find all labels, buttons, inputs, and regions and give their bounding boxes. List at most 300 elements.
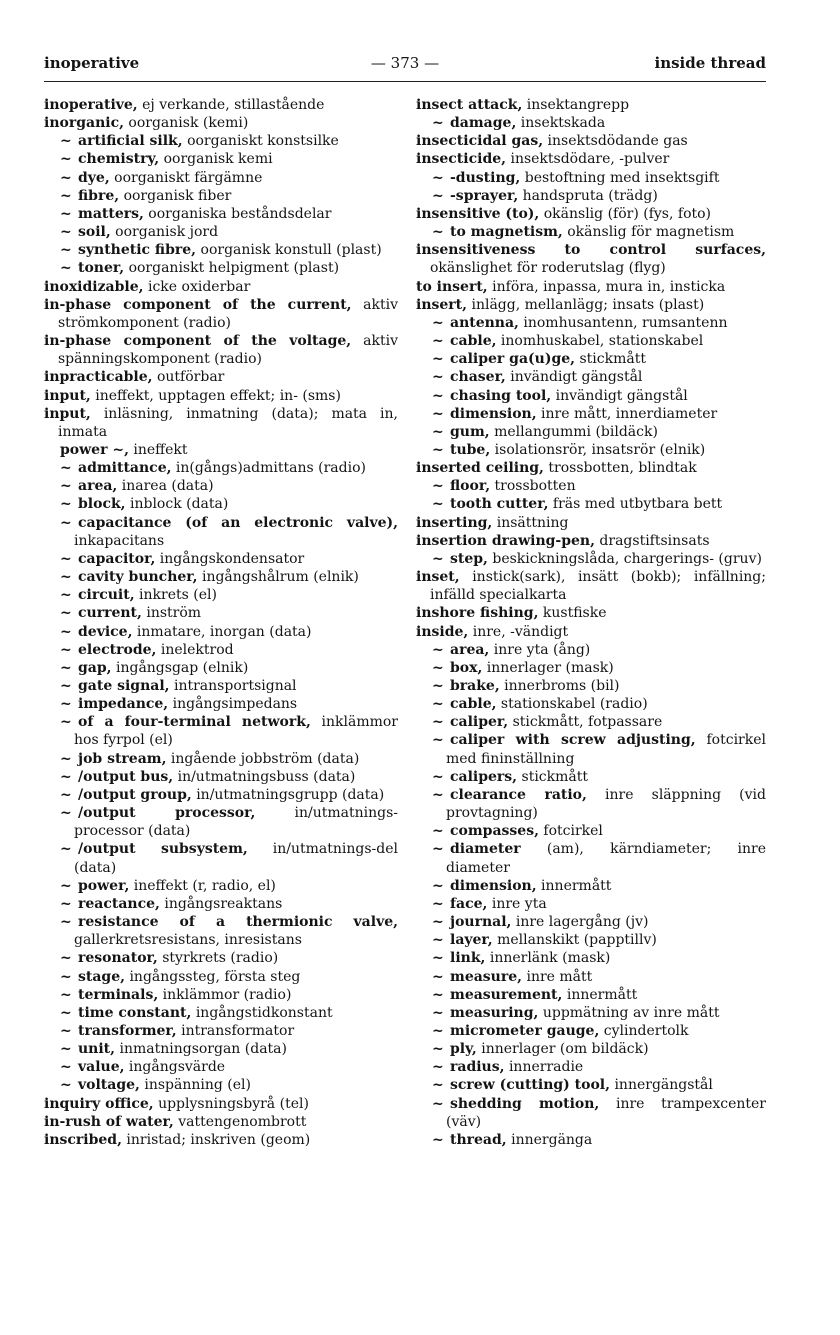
sub-entry bbox=[60, 495, 398, 513]
sub-entry bbox=[432, 1040, 766, 1058]
dictionary-entry bbox=[44, 278, 398, 296]
entry-term: block, bbox=[78, 496, 126, 513]
entry-term: insensitiveness to control surfaces, bbox=[416, 242, 766, 259]
entry-definition: insektsdödare, -pulver bbox=[506, 151, 670, 168]
entry-definition: fotcirkel bbox=[538, 823, 603, 840]
entry-term: caliper with screw adjusting, bbox=[450, 732, 696, 749]
entry-definition: oorganiskt konstsilke bbox=[182, 133, 339, 150]
sub-entry bbox=[432, 641, 766, 659]
sub-entry bbox=[60, 913, 398, 949]
tilde-repeat-mark: ~ bbox=[432, 914, 444, 931]
tilde-repeat-mark: ~ bbox=[60, 550, 72, 567]
dictionary-entry bbox=[60, 441, 398, 459]
entry-term: stage, bbox=[78, 968, 125, 985]
tilde-repeat-mark: ~ bbox=[432, 714, 444, 731]
entry-term: chemistry, bbox=[78, 151, 160, 168]
entry-term: measurement, bbox=[450, 986, 563, 1003]
tilde-repeat-mark: ~ bbox=[432, 1041, 444, 1058]
tilde-repeat-mark: ~ bbox=[60, 714, 72, 731]
tilde-repeat-mark: ~ bbox=[432, 895, 444, 912]
entry-term: inoperative, bbox=[44, 97, 138, 113]
sub-entry bbox=[432, 423, 766, 441]
dictionary-entry bbox=[44, 96, 398, 114]
sub-entry bbox=[432, 895, 766, 913]
entry-term: caliper ga(u)ge, bbox=[450, 351, 576, 368]
sub-entry bbox=[60, 659, 398, 677]
tilde-repeat-mark: ~ bbox=[432, 550, 444, 567]
entry-term: chaser, bbox=[450, 369, 506, 386]
entry-definition: bestoftning med insektsgift bbox=[520, 169, 720, 186]
sub-entry bbox=[60, 1076, 398, 1094]
tilde-repeat-mark: ~ bbox=[432, 768, 444, 785]
entry-definition: ingångshålrum (elnik) bbox=[197, 569, 359, 586]
sub-entry bbox=[60, 132, 398, 150]
sub-entry bbox=[432, 877, 766, 895]
dictionary-entry bbox=[44, 114, 398, 132]
entry-term: area, bbox=[450, 641, 490, 658]
entry-term: gap, bbox=[78, 659, 112, 676]
tilde-repeat-mark: ~ bbox=[432, 169, 444, 186]
tilde-repeat-mark: ~ bbox=[432, 224, 444, 241]
tilde-repeat-mark: ~ bbox=[432, 187, 444, 204]
entry-term: inserting, bbox=[416, 514, 493, 531]
entry-definition: ineffekt (r, radio, el) bbox=[129, 877, 276, 894]
sub-entry bbox=[60, 568, 398, 586]
dictionary-entry bbox=[44, 387, 398, 405]
entry-definition: oorganisk fiber bbox=[119, 187, 232, 204]
entry-term: area, bbox=[78, 478, 118, 495]
tilde-repeat-mark: ~ bbox=[432, 968, 444, 985]
entry-definition: inkrets (el) bbox=[134, 587, 217, 604]
tilde-repeat-mark: ~ bbox=[60, 968, 72, 985]
dictionary-entry bbox=[416, 132, 766, 150]
entry-definition: ineffekt, upptagen effekt; in- (sms) bbox=[90, 387, 341, 404]
entry-definition: upplysningsbyrå (tel) bbox=[153, 1095, 309, 1112]
entry-term: cavity buncher, bbox=[78, 569, 198, 586]
sub-entry bbox=[60, 1004, 398, 1022]
tilde-repeat-mark: ~ bbox=[60, 133, 72, 150]
entry-definition: insektskada bbox=[516, 115, 606, 132]
entry-term: inoxidizable, bbox=[44, 278, 144, 295]
entry-definition: trossbotten bbox=[490, 478, 576, 495]
entry-term: electrode, bbox=[78, 641, 157, 658]
entry-term: soil, bbox=[78, 224, 111, 241]
sub-entry bbox=[432, 713, 766, 731]
sub-entry bbox=[60, 550, 398, 568]
entry-definition: innerlager (om bildäck) bbox=[476, 1041, 649, 1058]
entry-definition: innermått bbox=[536, 877, 612, 894]
sub-entry bbox=[60, 895, 398, 913]
entry-term: fibre, bbox=[78, 187, 120, 204]
dictionary-entry bbox=[416, 278, 766, 296]
dictionary-entry bbox=[416, 241, 766, 277]
sub-entry bbox=[60, 223, 398, 241]
sub-entry bbox=[432, 768, 766, 786]
tilde-repeat-mark: ~ bbox=[432, 678, 444, 694]
entry-term: face, bbox=[450, 895, 488, 912]
entry-definition: insektsdödande gas bbox=[543, 133, 688, 150]
dictionary-entry bbox=[416, 604, 766, 622]
tilde-repeat-mark: ~ bbox=[432, 369, 444, 386]
entry-definition: okänslig för magnetism bbox=[562, 224, 735, 241]
sub-entry bbox=[60, 1040, 398, 1058]
sub-entry bbox=[432, 477, 766, 495]
sub-entry bbox=[60, 150, 398, 168]
sub-entry bbox=[432, 495, 766, 513]
tilde-repeat-mark: ~ bbox=[432, 823, 444, 840]
entry-term: /output bus, bbox=[78, 768, 174, 785]
entry-definition: in/utmatningsgrupp (data) bbox=[191, 786, 385, 803]
entry-definition: ej verkande, stillastående bbox=[137, 97, 325, 113]
entry-term: measure, bbox=[450, 968, 523, 985]
entry-definition: aktiv strömkomponent (radio) bbox=[58, 296, 399, 331]
tilde-repeat-mark: ~ bbox=[432, 659, 444, 676]
tilde-repeat-mark: ~ bbox=[432, 387, 444, 404]
entry-definition: inmatningsorgan (data) bbox=[115, 1041, 287, 1058]
tilde-repeat-mark: ~ bbox=[60, 895, 72, 912]
sub-entry bbox=[60, 786, 398, 804]
entry-definition: inomhuskabel, stationskabel bbox=[496, 333, 704, 350]
tilde-repeat-mark: ~ bbox=[432, 841, 444, 858]
entry-term: inpracticable, bbox=[44, 369, 153, 386]
entry-definition: intransformator bbox=[176, 1022, 295, 1039]
entry-definition: (am), kärndiameter; inre diameter bbox=[446, 841, 766, 876]
sub-entry bbox=[432, 1058, 766, 1076]
entry-term: cable, bbox=[450, 696, 497, 713]
tilde-repeat-mark: ~ bbox=[432, 441, 444, 458]
sub-entry bbox=[60, 677, 398, 695]
entry-term: power ~, bbox=[60, 441, 129, 458]
dictionary-entry bbox=[416, 96, 766, 114]
entry-term: cable, bbox=[450, 333, 497, 350]
entry-definition: ingångssteg, första steg bbox=[125, 968, 301, 985]
tilde-repeat-mark: ~ bbox=[60, 641, 72, 658]
entry-definition: stationskabel (radio) bbox=[496, 696, 648, 713]
entry-definition: insättning bbox=[492, 514, 569, 531]
sub-entry bbox=[60, 877, 398, 895]
entry-term: gate signal, bbox=[78, 678, 170, 694]
entry-term: micrometer gauge, bbox=[450, 1022, 600, 1039]
entry-term: job stream, bbox=[78, 750, 167, 767]
sub-entry bbox=[60, 768, 398, 786]
sub-entry bbox=[432, 931, 766, 949]
sub-entry bbox=[60, 949, 398, 967]
entry-definition: invändigt gängstål bbox=[505, 369, 643, 386]
entry-term: journal, bbox=[450, 914, 512, 931]
tilde-repeat-mark: ~ bbox=[60, 514, 72, 531]
entry-term: dimension, bbox=[450, 405, 537, 422]
entry-definition: vattengenombrott bbox=[173, 1113, 307, 1130]
entry-definition: inmatare, inorgan (data) bbox=[132, 623, 312, 640]
tilde-repeat-mark: ~ bbox=[60, 696, 72, 713]
dictionary-entry bbox=[44, 1131, 398, 1149]
sub-entry bbox=[432, 822, 766, 840]
sub-entry bbox=[432, 968, 766, 986]
sub-entry bbox=[432, 949, 766, 967]
tilde-repeat-mark: ~ bbox=[60, 768, 72, 785]
dictionary-entry bbox=[416, 296, 766, 314]
entry-term: capacitor, bbox=[78, 550, 156, 567]
entry-definition: fotcirkel med fininställning bbox=[446, 732, 766, 767]
entry-definition: gallerkretsresistans, inresistans bbox=[74, 932, 302, 949]
entry-term: terminals, bbox=[78, 986, 159, 1003]
tilde-repeat-mark: ~ bbox=[60, 750, 72, 767]
dictionary-entry bbox=[416, 150, 766, 168]
sub-entry bbox=[432, 405, 766, 423]
tilde-repeat-mark: ~ bbox=[60, 151, 72, 168]
tilde-repeat-mark: ~ bbox=[60, 242, 72, 259]
dictionary-entry bbox=[44, 332, 398, 368]
entry-definition: ingångstidkonstant bbox=[191, 1004, 333, 1021]
entry-term: of a four-terminal network, bbox=[78, 714, 311, 731]
sub-entry bbox=[432, 187, 766, 205]
entry-term: in-phase component of the voltage, bbox=[44, 333, 352, 350]
entry-term: -dusting, bbox=[450, 169, 521, 186]
sub-entry bbox=[432, 332, 766, 350]
sub-entry bbox=[432, 1095, 766, 1131]
entry-definition: oorganiska beståndsdelar bbox=[143, 205, 332, 222]
entry-definition: inre mått, innerdiameter bbox=[536, 405, 718, 422]
sub-entry bbox=[60, 750, 398, 768]
sub-entry bbox=[60, 586, 398, 604]
entry-term: in-phase component of the current, bbox=[44, 296, 352, 313]
header-first-word: inoperative bbox=[44, 54, 140, 72]
entry-definition: oorganiskt färgämne bbox=[109, 169, 263, 186]
entry-term: dimension, bbox=[450, 877, 537, 894]
entry-definition: dragstiftsinsats bbox=[594, 532, 710, 549]
entry-definition: ingångsreaktans bbox=[159, 895, 283, 912]
entry-definition: inre yta bbox=[487, 895, 547, 912]
entry-term: inset, bbox=[416, 569, 460, 586]
entry-term: power, bbox=[78, 877, 130, 894]
entry-definition: ingående jobbström (data) bbox=[166, 750, 360, 767]
sub-entry bbox=[60, 641, 398, 659]
entry-term: dye, bbox=[78, 169, 110, 186]
entry-term: inside, bbox=[416, 623, 469, 640]
entry-definition: inklämmor hos fyrpol (el) bbox=[74, 714, 398, 749]
tilde-repeat-mark: ~ bbox=[60, 877, 72, 894]
entry-definition: innerradie bbox=[504, 1059, 584, 1076]
sub-entry bbox=[432, 169, 766, 187]
entry-definition: inomhusantenn, rumsantenn bbox=[518, 314, 728, 331]
entry-definition: inström bbox=[141, 605, 202, 622]
entry-term: shedding motion, bbox=[450, 1095, 600, 1112]
entry-definition: innergängstål bbox=[610, 1077, 713, 1094]
tilde-repeat-mark: ~ bbox=[432, 351, 444, 368]
tilde-repeat-mark: ~ bbox=[60, 950, 72, 967]
tilde-repeat-mark: ~ bbox=[60, 1041, 72, 1058]
entry-definition: invändigt gängstål bbox=[551, 387, 688, 404]
sub-entry bbox=[60, 986, 398, 1004]
entry-term: reactance, bbox=[78, 895, 160, 912]
tilde-repeat-mark: ~ bbox=[60, 169, 72, 186]
dictionary-entry bbox=[416, 532, 766, 550]
entry-definition: outförbar bbox=[152, 369, 225, 386]
sub-entry bbox=[60, 514, 398, 550]
sub-entry bbox=[432, 677, 766, 695]
entry-term: impedance, bbox=[78, 696, 169, 713]
sub-entry bbox=[60, 604, 398, 622]
tilde-repeat-mark: ~ bbox=[60, 224, 72, 241]
entry-term: /output group, bbox=[78, 786, 192, 803]
entry-term: /output subsystem, bbox=[78, 841, 248, 858]
entry-definition: innerbroms (bil) bbox=[499, 678, 620, 694]
entry-term: insect attack, bbox=[416, 97, 523, 113]
tilde-repeat-mark: ~ bbox=[432, 405, 444, 422]
entry-term: voltage, bbox=[78, 1077, 140, 1094]
sub-entry bbox=[432, 387, 766, 405]
entry-term: device, bbox=[78, 623, 133, 640]
entry-term: capacitance (of an electronic valve), bbox=[78, 514, 398, 531]
entry-definition: mellanskikt (papptillv) bbox=[492, 932, 657, 949]
entry-term: artificial silk, bbox=[78, 133, 183, 150]
tilde-repeat-mark: ~ bbox=[432, 1004, 444, 1021]
entry-definition: inre trampexcenter (väv) bbox=[446, 1095, 766, 1130]
entry-definition: inre yta (ång) bbox=[489, 641, 591, 658]
entry-term: gum, bbox=[450, 423, 490, 440]
entry-definition: intransportsignal bbox=[169, 678, 297, 694]
tilde-repeat-mark: ~ bbox=[60, 623, 72, 640]
entry-term: input, bbox=[44, 387, 91, 404]
tilde-repeat-mark: ~ bbox=[432, 333, 444, 350]
entry-term: tube, bbox=[450, 441, 491, 458]
entry-term: time constant, bbox=[78, 1004, 192, 1021]
entry-term: measuring, bbox=[450, 1004, 539, 1021]
entry-term: ply, bbox=[450, 1041, 477, 1058]
tilde-repeat-mark: ~ bbox=[432, 786, 444, 803]
entry-term: circuit, bbox=[78, 587, 135, 604]
entry-definition: inre släppning (vid provtagning) bbox=[446, 786, 766, 822]
sub-entry bbox=[60, 187, 398, 205]
sub-entry bbox=[432, 731, 766, 767]
tilde-repeat-mark: ~ bbox=[432, 1131, 444, 1148]
entry-term: floor, bbox=[450, 478, 491, 495]
entry-definition: inläsning, inmatning (data); mata in, inmata bbox=[58, 405, 398, 440]
entry-term: to magnetism, bbox=[450, 224, 563, 241]
tilde-repeat-mark: ~ bbox=[432, 115, 444, 132]
entry-definition: inarea (data) bbox=[117, 478, 214, 495]
entry-definition: kustfiske bbox=[538, 605, 607, 622]
entry-definition: trossbotten, blindtak bbox=[543, 460, 697, 477]
sub-entry bbox=[60, 477, 398, 495]
entry-term: resonator, bbox=[78, 950, 158, 967]
entry-term: brake, bbox=[450, 678, 500, 694]
tilde-repeat-mark: ~ bbox=[60, 1004, 72, 1021]
tilde-repeat-mark: ~ bbox=[432, 950, 444, 967]
sub-entry bbox=[60, 259, 398, 277]
entry-definition: inre, -vändigt bbox=[468, 623, 569, 640]
entry-term: insertion drawing-pen, bbox=[416, 532, 595, 549]
entry-definition: inblock (data) bbox=[125, 496, 229, 513]
dictionary-entry bbox=[44, 1113, 398, 1131]
entry-term: unit, bbox=[78, 1041, 116, 1058]
entry-term: antenna, bbox=[450, 314, 519, 331]
entry-definition: stickmått bbox=[575, 351, 646, 368]
tilde-repeat-mark: ~ bbox=[60, 986, 72, 1003]
entry-term: admittance, bbox=[78, 460, 172, 477]
sub-entry bbox=[432, 223, 766, 241]
tilde-repeat-mark: ~ bbox=[60, 1059, 72, 1076]
entry-definition: ingångsimpedans bbox=[168, 696, 298, 713]
entry-definition: oorganisk konstull (plast) bbox=[196, 242, 382, 259]
sub-entry bbox=[432, 1076, 766, 1094]
entry-term: caliper, bbox=[450, 714, 509, 731]
tilde-repeat-mark: ~ bbox=[432, 478, 444, 495]
tilde-repeat-mark: ~ bbox=[60, 260, 72, 277]
entry-term: insecticide, bbox=[416, 151, 507, 168]
entry-term: current, bbox=[78, 605, 142, 622]
sub-entry bbox=[432, 786, 766, 822]
entry-definition: cylindertolk bbox=[599, 1022, 689, 1039]
tilde-repeat-mark: ~ bbox=[60, 1022, 72, 1039]
entry-term: transformer, bbox=[78, 1022, 177, 1039]
entry-term: /output processor, bbox=[78, 805, 256, 822]
entry-definition: icke oxiderbar bbox=[143, 278, 251, 295]
entry-term: step, bbox=[450, 550, 488, 567]
entry-definition: in/utmatningsbuss (data) bbox=[173, 768, 356, 785]
sub-entry bbox=[432, 659, 766, 677]
tilde-repeat-mark: ~ bbox=[60, 841, 72, 858]
entry-definition: ingångsgap (elnik) bbox=[111, 659, 249, 676]
entry-definition: inklämmor (radio) bbox=[158, 986, 292, 1003]
tilde-repeat-mark: ~ bbox=[60, 605, 72, 622]
entry-definition: mellangummi (bildäck) bbox=[489, 423, 658, 440]
entry-term: radius, bbox=[450, 1059, 505, 1076]
entry-definition: ingångsvärde bbox=[124, 1059, 226, 1076]
entry-definition: uppmätning av inre mått bbox=[538, 1004, 720, 1021]
tilde-repeat-mark: ~ bbox=[432, 1095, 444, 1112]
sub-entry bbox=[432, 695, 766, 713]
entry-term: inorganic, bbox=[44, 115, 124, 132]
tilde-repeat-mark: ~ bbox=[60, 460, 72, 477]
entry-definition: inkapacitans bbox=[74, 532, 165, 549]
entry-definition: aktiv spänningskomponent (radio) bbox=[58, 333, 398, 368]
entry-definition: instick(sark), insätt (bokb); infällning; infälld specialkarta bbox=[430, 569, 766, 604]
entry-term: link, bbox=[450, 950, 486, 967]
tilde-repeat-mark: ~ bbox=[432, 877, 444, 894]
entry-term: diameter bbox=[450, 841, 521, 858]
entry-term: in-rush of water, bbox=[44, 1113, 174, 1130]
dictionary-entry bbox=[416, 459, 766, 477]
sub-entry bbox=[60, 840, 398, 876]
tilde-repeat-mark: ~ bbox=[432, 496, 444, 513]
entry-definition: beskickningslåda, chargerings- (gruv) bbox=[487, 550, 762, 567]
dictionary-entry bbox=[44, 368, 398, 386]
entry-definition: oorganisk jord bbox=[110, 224, 219, 241]
tilde-repeat-mark: ~ bbox=[60, 914, 72, 931]
entry-definition: oorganisk (kemi) bbox=[123, 115, 249, 132]
entry-term: insert, bbox=[416, 296, 468, 313]
sub-entry bbox=[60, 623, 398, 641]
sub-entry bbox=[60, 459, 398, 477]
tilde-repeat-mark: ~ bbox=[60, 205, 72, 222]
entry-term: tooth cutter, bbox=[450, 496, 549, 513]
sub-entry bbox=[60, 695, 398, 713]
sub-entry bbox=[60, 169, 398, 187]
entry-definition: okänslig (för) (fys, foto) bbox=[539, 205, 712, 222]
entry-term: -sprayer, bbox=[450, 187, 519, 204]
entry-definition: in/utmatnings-processor (data) bbox=[74, 805, 398, 840]
entry-definition: inelektrod bbox=[156, 641, 234, 658]
sub-entry bbox=[432, 314, 766, 332]
dictionary-entry bbox=[416, 623, 766, 641]
sub-entry bbox=[60, 241, 398, 259]
tilde-repeat-mark: ~ bbox=[60, 569, 72, 586]
entry-definition: innermått bbox=[562, 986, 638, 1003]
dictionary-entry bbox=[44, 296, 398, 332]
entry-definition: isolationsrör, insatsrör (elnik) bbox=[490, 441, 706, 458]
tilde-repeat-mark: ~ bbox=[60, 786, 72, 803]
